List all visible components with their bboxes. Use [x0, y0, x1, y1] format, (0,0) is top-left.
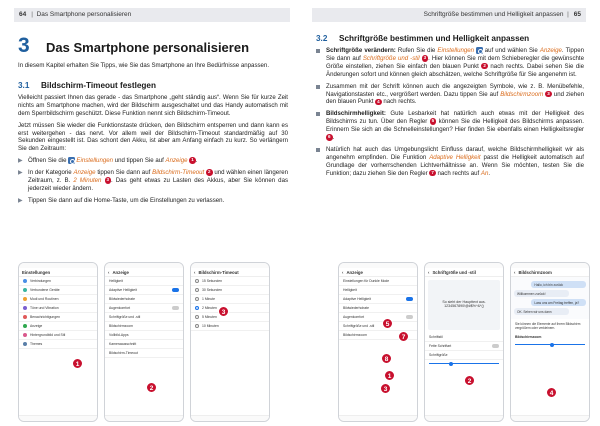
settings-category-icon	[23, 333, 27, 337]
settings-icon	[68, 157, 75, 164]
paragraph: Vielleicht passiert Ihnen das gerade - das Smartphone „geht ständig aus“. Wenn Sie für kurze Zeit nichts am Smartphone machen, wird der Bildschirm ausgeschaltet und das Handy automatisch mit dem Sperrbildschirm geschützt. Diese Funktion nennt sich Bildschirm-Timeout.	[18, 93, 288, 117]
left-page	[18, 30, 288, 205]
screen-list-item[interactable]: Helligkeit	[105, 277, 183, 286]
screen-list-item[interactable]: Augenkomfort	[339, 313, 417, 322]
screen-list-item[interactable]: Helligkeit	[339, 286, 417, 295]
screen-list-item[interactable]: 2 Minuten	[191, 304, 269, 313]
radio-icon	[195, 279, 199, 283]
screen-list-item[interactable]: Vollbild-Apps	[105, 331, 183, 340]
callout-badge: 2	[208, 169, 211, 175]
toggle-switch	[172, 288, 179, 292]
screen-list-item[interactable]: Fette Schriftart	[425, 342, 503, 351]
right-page-number: 65	[573, 11, 581, 18]
screenshot-callout: 2	[464, 375, 475, 386]
screen-list-item[interactable]: 30 Sekunden	[191, 286, 269, 295]
chat-bubble: Lass uns am Freitag treffen, ja?	[531, 299, 586, 306]
settings-category-icon	[23, 342, 27, 346]
screenshot-font: ‹ Schriftgröße und -stil So sieht der Haupttext aus. 1234567890!@#$%^&*() Schriftstil Fette Schriftart Schriftgröße	[424, 262, 504, 422]
radio-icon	[195, 315, 199, 319]
toggle-switch	[172, 306, 179, 310]
screen-list-item[interactable]: Schriftstil	[425, 333, 503, 342]
screen-list-item[interactable]: Anzeige	[19, 322, 97, 331]
back-icon: ‹	[342, 269, 344, 275]
radio-icon	[195, 306, 199, 310]
screen-list-item[interactable]: Hintergrundbild und Stil	[19, 331, 97, 340]
right-page	[316, 30, 584, 178]
screen-list-item[interactable]: Schriftgröße und -stil	[339, 322, 417, 331]
screenshot-callout: 3	[218, 306, 229, 317]
chapter-heading	[18, 36, 288, 56]
screen-list-item[interactable]: Schriftgröße und -stil	[105, 313, 183, 322]
screenshot-display: ‹ Anzeige Helligkeit Adaptive Helligkeit Bildwiederholrate Augenkomfort Schriftgröße und -stil Bildschirmzoom Vollbild-Apps Kameraausschnitt Bildschirm-Timeout	[104, 262, 184, 422]
back-icon: ‹	[194, 269, 196, 275]
screenshot-callout: 8	[381, 353, 392, 364]
screenshot-display-right: ‹ Anzeige Einstellungen für Dunkle Mode Helligkeit Adaptive Helligkeit Bildwiederholrate Augenkomfort Schriftgröße und -stil Bildschirmzoom	[338, 262, 418, 422]
radio-icon	[195, 297, 199, 301]
chat-bubble: OK. Sehen wir uns dann	[514, 308, 569, 315]
screen-list-item[interactable]: Bildschirmzoom	[105, 322, 183, 331]
screen-list-item[interactable]: Schriftgröße	[425, 351, 503, 360]
screenshot-callout: 2	[146, 382, 157, 393]
screen-list-item[interactable]: Benachrichtigungen	[19, 313, 97, 322]
bullet-brightness: Bildschirmhelligkeit: Gute Lesbarkeit hat natürlich auch etwas mit der Helligkeit des Bildschirms zu tun. Über den Regler 5 können Sie die Helligkeit des Bildschirms anpassen. Erinnern Sie sich an die Schnelleinstellungen? Hier finden Sie ebenfalls einen Helligkeitsregler 6 .	[316, 110, 584, 142]
back-icon: ‹	[108, 269, 110, 275]
left-running-title: Das Smartphone personalisieren	[36, 11, 132, 18]
chapter-title: Das Smartphone personalisieren	[46, 40, 250, 55]
right-running-title: Schriftgröße bestimmen und Helligkeit anpassen	[423, 11, 564, 18]
chat-bubble: Hallo, ich bin zurück	[531, 281, 586, 288]
toggle-switch	[406, 297, 413, 301]
back-icon: ‹	[514, 269, 516, 275]
screenshot-callout: 3	[380, 383, 391, 394]
left-page-number: 64	[19, 11, 27, 18]
settings-category-icon	[23, 315, 27, 319]
callout-badge: 1	[191, 157, 194, 163]
chat-bubble: Willkommen zurück!	[514, 290, 569, 297]
screen-list-item[interactable]: 15 Sekunden	[191, 277, 269, 286]
step-3: ▶ Tippen Sie dann auf die Home-Taste, um die Einstellungen zu verlassen.	[18, 196, 225, 204]
settings-category-icon	[23, 297, 27, 301]
screen-list-item[interactable]: 5 Minuten	[191, 313, 269, 322]
screen-list-item[interactable]: Bildschirm-Timeout	[105, 349, 183, 358]
screen-list-item[interactable]: Kameraausschnitt	[105, 340, 183, 349]
screenshot-callout: 5	[382, 318, 393, 329]
screenshot-settings: Einstellungen Verbindungen Verbundene Geräte Modi und Routinen Töne und Vibration Benachrichtigungen Anzeige Hintergrundbild und Stil Themes	[18, 262, 98, 422]
screenshot-zoom: ‹ Bildschirmzoom Hallo, ich bin zurück Willkommen zurück! Lass uns am Freitag treffen, ja? OK. Sehen wir uns dann Sie können die Elemente auf Ihrem Bildschirm vergrößern oder verkleinern. Bildschirmzoom	[510, 262, 590, 422]
screenshot-callout: 1	[384, 370, 395, 381]
radio-icon	[195, 324, 199, 328]
paragraph: Jetzt müssen Sie wieder die Funktionstaste drücken, den Bildschirm entsperren und dann kann es erst weitergehen - das nervt. Vor allem weil der Bildschirm-Timeout standardmäßig auf 30 Sekunden eingestellt ist. Das schont den Akku, ist aber am Anfang einfach zu kurz. So verlängern Sie den Zeitraum:	[18, 121, 288, 153]
arrow-icon: ▶	[18, 158, 23, 165]
toggle-switch	[492, 344, 499, 348]
chapter-number: 3	[18, 34, 30, 57]
screen-list-item[interactable]: Adaptive Helligkeit	[339, 295, 417, 304]
step-1: ▶ Öffnen Sie die Einstellungen und tippen Sie auf Anzeige 1 .	[18, 157, 198, 165]
left-page-header: 64 | Das Smartphone personalisieren	[14, 8, 290, 22]
section-heading-3-1: 3.1 Bildschirm-Timeout festlegen	[18, 80, 156, 90]
screen-list-item[interactable]: Bildwiederholrate	[339, 304, 417, 313]
screen-list-item[interactable]: Töne und Vibration	[19, 304, 97, 313]
chapter-intro: In diesem Kapitel erhalten Sie Tipps, wie Sie das Smartphone an Ihre Bedürfnisse anpassen.	[18, 62, 270, 69]
settings-category-icon	[23, 288, 27, 292]
screen-list-item[interactable]: Themes	[19, 340, 97, 349]
screenshot-timeout: ‹ Bildschirm-Timeout 15 Sekunden 30 Sekunden 1 Minute 2 Minuten 5 Minuten 10 Minuten	[190, 262, 270, 422]
settings-icon	[476, 47, 483, 54]
screen-list-item[interactable]: Modi und Routinen	[19, 295, 97, 304]
callout-badge: 3	[106, 177, 109, 183]
bullet-adaptive: Natürlich hat auch das Umgebungslicht Einfluss darauf, welche Bildschirmhelligkeit wir als angenehm empfinden. Die Funktion Adaptive Helligkeit passt die Helligkeit automatisch auf Grundlage der vorherrschenden Lichtverhältnisse an. Wenn Sie möchten, testen Sie die Funktion; dazu ziehen Sie den Regler 7 nach rechts auf An.	[316, 146, 584, 178]
screen-list-item[interactable]: Verbundene Geräte	[19, 286, 97, 295]
right-page-header: Schriftgröße bestimmen und Helligkeit anpassen | 65	[312, 8, 586, 22]
screen-list-item[interactable]: Einstellungen für Dunkle Mode	[339, 277, 417, 286]
screenshot-callout: 1	[72, 358, 83, 369]
screen-list-item[interactable]: 10 Minuten	[191, 322, 269, 331]
screen-list-item[interactable]: Augenkomfort	[105, 304, 183, 313]
screen-list-item[interactable]: Bildschirmzoom	[339, 331, 417, 340]
screen-list-item[interactable]: Adaptive Helligkeit	[105, 286, 183, 295]
toggle-switch	[406, 315, 413, 319]
screenshot-callout: 4	[546, 387, 557, 398]
screen-list-item[interactable]: 1 Minute	[191, 295, 269, 304]
arrow-icon: ▶	[18, 170, 23, 177]
settings-category-icon	[23, 306, 27, 310]
step-2: ▶ In der Kategorie Anzeige tippen Sie dann auf Bildschirm-Timeout 2 und wählen einen längeren Zeitraum, z. B. 2 Minuten 3 . Das geht etwas zu Lasten des Akkus, aber Sie können das jederzeit wieder ändern.	[18, 169, 289, 193]
bullet-font-size: Schriftgröße verändern: Rufen Sie die Einstellungen auf und wählen Sie Anzeige. Tippen Sie dann auf Schriftgröße und -stil 3 . Hier können Sie mit dem Schieberegler die gewünschte Größe einstellen, ziehen Sie einfach den blauen Punkt 2 nach rechts. Dabei sehen Sie die Änderungen sofort und können gleich abschätzen, welche Schriftgröße für Sie angenehm ist.	[316, 47, 584, 79]
settings-category-icon	[23, 279, 27, 283]
arrow-icon: ▶	[18, 197, 23, 204]
radio-icon	[195, 288, 199, 292]
screen-list-item[interactable]: Bildwiederholrate	[105, 295, 183, 304]
settings-category-icon	[23, 324, 27, 328]
screen-list-item[interactable]: Verbindungen	[19, 277, 97, 286]
screenshot-callout: 7	[398, 331, 409, 342]
back-icon: ‹	[428, 269, 430, 275]
section-heading-3-2: 3.2 Schriftgröße bestimmen und Helligkeit anpassen	[316, 34, 530, 43]
bullet-zoom: Zusammen mit der Schrift können auch die angezeigten Symbole, wie z. B. Menübefehle, Navigationstasten etc., vergrößert werden. Dazu tippen Sie auf Bildschirmzoom 3 und ziehen den blauen Punkt 4 nach rechts.	[316, 83, 584, 107]
